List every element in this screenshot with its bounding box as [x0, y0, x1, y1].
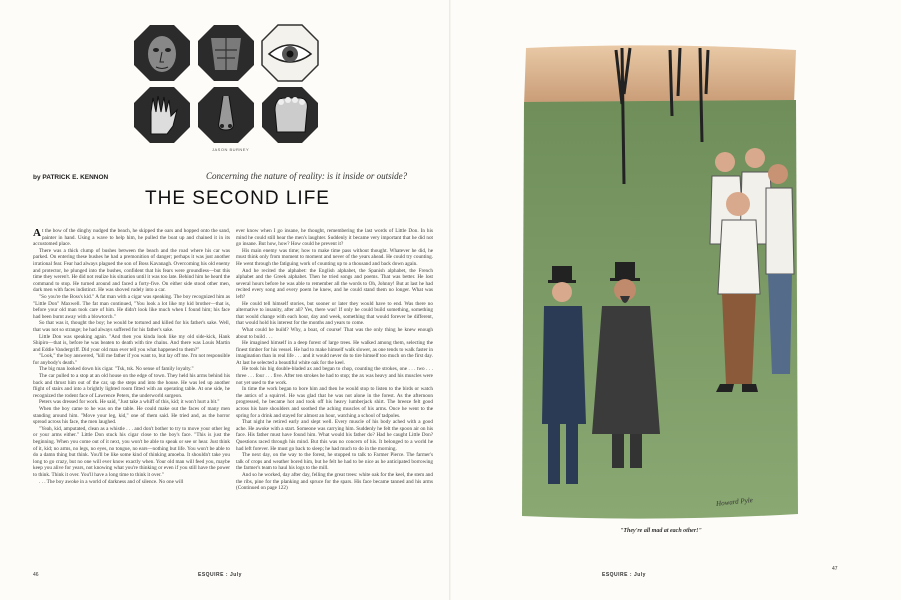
illustration-caption: "They're all mad at each other!": [620, 528, 702, 534]
paragraph: Peters was dressed for work. He said, "Just take a whiff of this, kid; it won't hurt a bit.": [39, 399, 220, 406]
paragraph: The big man looked down his cigar. "Tsk, tsk. No sense of family loyalty.": [39, 366, 194, 373]
byline: by PATRICK E. KENNON: [33, 174, 109, 181]
paragraph: "So you're the Boss's kid." A fat man with a cigar was speaking. The boy recognized him as "Little Don" Maxwell. The fat man continued, "You look a lot like my kid brother—that is, before your old man took care of him. He didn't look like much when I found him; his face had been burnt away with a blowtorch.": [33, 293, 230, 320]
magazine-footer-left: ESQUIRE : July: [198, 572, 242, 578]
paragraph: What could he build? Why, a boat, of course! That was the only thing he knew enough about to build . . .: [236, 326, 433, 340]
page-number-left: 46: [33, 572, 39, 578]
octagon-illustration-grid: [131, 24, 321, 144]
paragraph: "Look," the boy answered, "kill me father if you want to, but lay off me. I'm not responsible for anybody's death.": [33, 353, 230, 366]
article-column-1: [33, 228, 230, 566]
paragraph: In time the work began to bore him and then he would stop to listen to the birds or watch the antics of a squirrel. He was glad that he was not alone in the forest. As the afternoon progressed, he became hot and took off his heavy lumberjack shirt. The breeze felt good across his bare shoulders and soothed the aching muscles of his arms. Once he went to the spring for a drink and stayed for almost an hour, watching a school of tadpoles.: [236, 386, 433, 419]
page-number-right: 47: [832, 566, 838, 572]
paragraph: He could tell himself stories, but sooner or later they would have to end. Was there no alternative to insanity, after all? Yes, there was! If only he could build something, something that would change with each hour, day and week, something that would forever be different, that would hold his interest for the months and years to come.: [236, 300, 433, 327]
paragraph: And he recited the alphabet: the English alphabet, the Spanish alphabet, the French alphabet and the Greek alphabet. Then he tried songs and poems. That was better. He lost several hours before he was able to remember all the words to Oh, Johnny! But at last he had recited every song and every poem he knew, and he could stand them no longer. What was left?: [236, 267, 433, 300]
left-page: [0, 0, 450, 600]
paragraph: That night he retired early and slept well. Every muscle of his body ached with a good ache. He awoke with a start. Someone was carrying him. Suddenly he felt the spoon air on his face. His father must have found him. What would his father do? Had he caught Little Don? Questions raced through his mind. But this was no concern of his. It belonged to a world he had left forever. He must go back to sleep; he had much to do in the morning.: [236, 419, 433, 452]
paragraph: So that was it, thought the boy; he would be tortured and killed for his father's sake. Well, that was not so strange; he had always suffered for his father's sake.: [33, 320, 230, 333]
article-column-2: [236, 228, 433, 564]
paragraph: When the boy came to he was on the table. He could make out the faces of many men standing around him. "Move your leg, kid," one of them said. He tried and, as the horror spread across his face, the men laughed.: [33, 406, 230, 426]
paragraph: He took his big double-bladed ax and began to chop, counting the strokes, one . . . two . . . three . . . four . . . five. After ten strokes he had to stop; the ax was heavy and his muscles were not yet used to the work.: [236, 366, 433, 386]
foot-icon: [261, 86, 319, 144]
paragraph: . . . The boy awoke in a world of darkness and of silence. No one will: [39, 478, 184, 485]
paragraph: "Yeah, kid, amputated, clean as a whistle . . . and don't bother to try to move your other leg or your arms either." Little Don stuck his cigar close to the boy's face. "This is just the beginning. When you come out of it next, you won't be able to speak or see or hear. Just think of it, kid; no arms, no legs, no eyes, no tongue, no ears—nothing but life. You won't be able to do a damn thing but think. You'll be like some kind of thinking amoeba. It shouldn't take you long to go crazy, but no one will ever know exactly when. Your old man will feed you, maybe keep you alive for years, not knowing what you're thinking or even if you still have the power to think. Think it over. You'll have a long time to think it over.": [33, 425, 230, 478]
paragraph: He imagined himself in a deep forest of large trees. He walked among them, selecting the finest timber for his vessel. He had to make himself walk slower, as one tends to walk faster in imagination than in real life . . . and it would never do to tire himself too much on the first day. At last he selected a beautiful white oak for the keel.: [236, 340, 433, 366]
article-title: THE SECOND LIFE: [145, 188, 330, 209]
illustration-credit: JASON BURNEY: [212, 147, 250, 152]
paragraph: Little Don was speaking again. "And then you kinda look like my old side-kick, Hank Shipiro—that is, before he was beaten to death with tire chains. And there was Louis Martin and Eddie Vandergriff. Did your old man ever tell you what happened to them?": [33, 333, 230, 353]
paragraph: ever know when I go insane, he thought, remembering the last words of Little Don. In his mind he could still hear the men's laughter. Suddenly it became very important that he did not go insane. But how, how? How could he prevent it?: [236, 228, 433, 248]
paragraph: The car pulled to a stop at an old house on the edge of town. They held his arms behind his back and thrust him out of the car, up the steps and into the house. He was led up another flight of stairs and into a brightly lighted room fitted with an operating table. At one side, he recognized the rodent face of Lawrence Peters, the underworld surgeon.: [33, 373, 230, 399]
paragraph: At the bow of the dinghy nudged the beach, he skipped the oars and hopped onto the sand, painter in hand. Using a wave to help him, he pulled the boat up and chained it in its accustomed place.: [33, 228, 230, 248]
tagline: Concerning the nature of reality: is it inside or outside?: [206, 171, 408, 181]
paragraph: His main enemy was time; how to make time pass without thought. Whatever he did, he must think only from moment to moment and never of the years ahead. He could try counting. He went through the fatiguing work of counting up to a thousand and back down again.: [236, 247, 433, 267]
magazine-footer-right: ESQUIRE : July: [602, 572, 646, 578]
face-icon: [133, 24, 191, 82]
paragraph: And so he worked, day after day, felling the great trees: white oak for the keel, the stem and the ribs, pine for the planking and spruce for the spars. His face became tanned and his arms (Continued on page 122): [236, 471, 433, 492]
paragraph: The next day, on the way to the forest, he stopped to talk to Farmer Pierce. The farmer's talk of crops and weather bored him, but he felt he had to be nice as he anticipated borrowing the farmer's team to haul his logs to the mill.: [236, 452, 433, 472]
hand-icon: [133, 86, 191, 144]
painting-illustration: [520, 44, 800, 524]
nose-icon: [197, 86, 255, 144]
paragraph: There was a thick clump of bushes between the beach and the road where his car was parked. On entering these bushes he had a premonition of danger; perhaps it was just another irrational fear. Fear had always plagued the son of Boss Kavanagh. Overcoming his old enemy and protector, he plunged into the bushes, confident that his fears were groundless—but this time they weren't. He did not realize his situation until it was too late. Behind him he heard the command to stop. He turned around and faced a forty-five. On either side stood other men, dark men with faces indistinct. He was shoved rudely into a car.: [33, 247, 230, 294]
eye-icon: [261, 24, 319, 82]
artist-signature: Howard Pyle: [715, 496, 754, 508]
torso-icon: [197, 24, 255, 82]
drop-cap: A: [33, 228, 41, 239]
